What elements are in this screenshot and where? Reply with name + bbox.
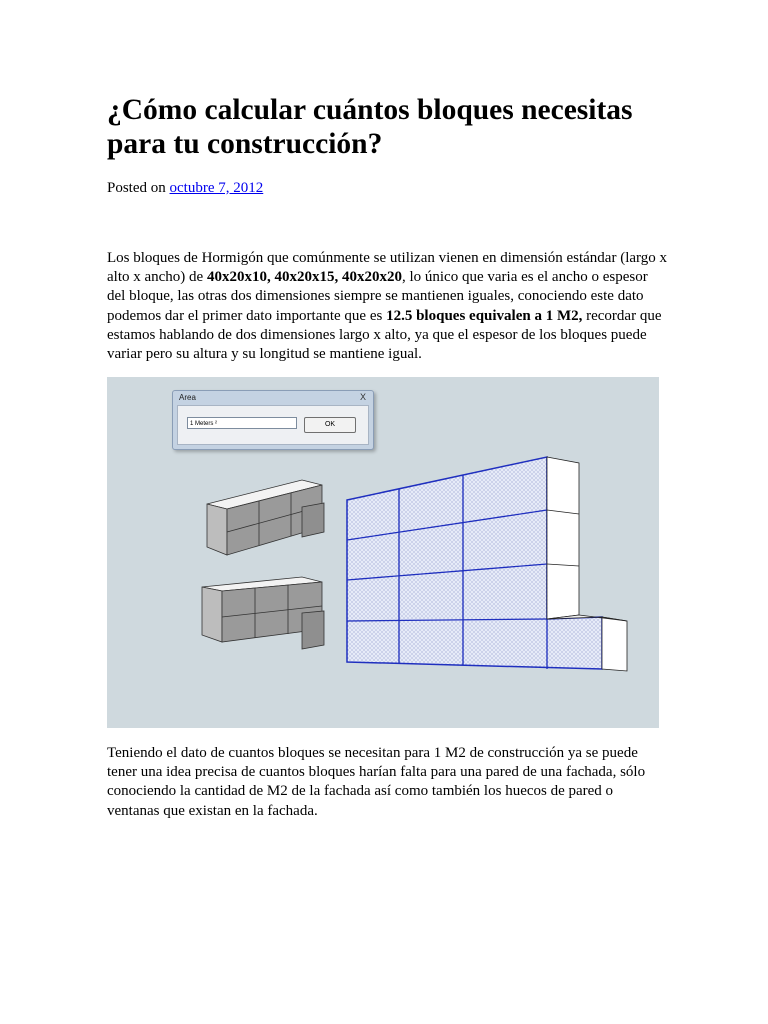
text-segment: recordar que estamos hablando de dos dimensiones largo x alto, ya que el espesor de los bloques puede variar pero su altura y su longitud se mantiene igual. xyxy=(107,307,662,363)
small-block-stack-upper xyxy=(207,480,324,555)
conclusion-paragraph: Teniendo el dato de cuantos bloques se necesitan para 1 M2 de construcción ya se puede tener una idea precisa de cuantos bloques harían falta para una pared de una fachada, sólo conociendo la cantidad de M2 de la fachada así como también los huecos de pared o ventanas que existan en la fachada. xyxy=(107,745,646,819)
dialog-title: Area xyxy=(179,393,196,402)
posted-label: Posted on xyxy=(107,180,170,196)
intro-paragraph xyxy=(107,249,667,364)
small-block-stack-lower xyxy=(202,577,324,649)
post-meta xyxy=(107,180,263,197)
text-segment: Los bloques de Hormigón que comúnmente se utilizan vienen en dimensión estándar (largo x alto x ancho) de xyxy=(107,250,668,286)
bold-dimensions: 40x20x10, 40x20x15, 40x20x20 xyxy=(206,269,402,286)
post-date-link[interactable]: octubre 7, 2012 xyxy=(169,180,264,196)
blocks-illustration xyxy=(107,377,659,728)
text-segment: , lo único que varia es el ancho o espesor del bloque, las otras dos dimensiones siempre se mantienen iguales, conociendo este dato podemos dar el primer dato importante que es xyxy=(107,269,648,324)
close-icon: X xyxy=(359,392,366,402)
bold-blocks-per-m2: 12.5 bloques equivalen a 1 M2, xyxy=(386,307,583,324)
area-value-field: 1 Meters ² xyxy=(187,417,297,429)
area-dialog xyxy=(172,390,374,450)
ok-button: OK xyxy=(304,417,356,433)
page-title: ¿Cómo calcular cuántos bloques necesitas para tu construcción? xyxy=(107,94,633,160)
